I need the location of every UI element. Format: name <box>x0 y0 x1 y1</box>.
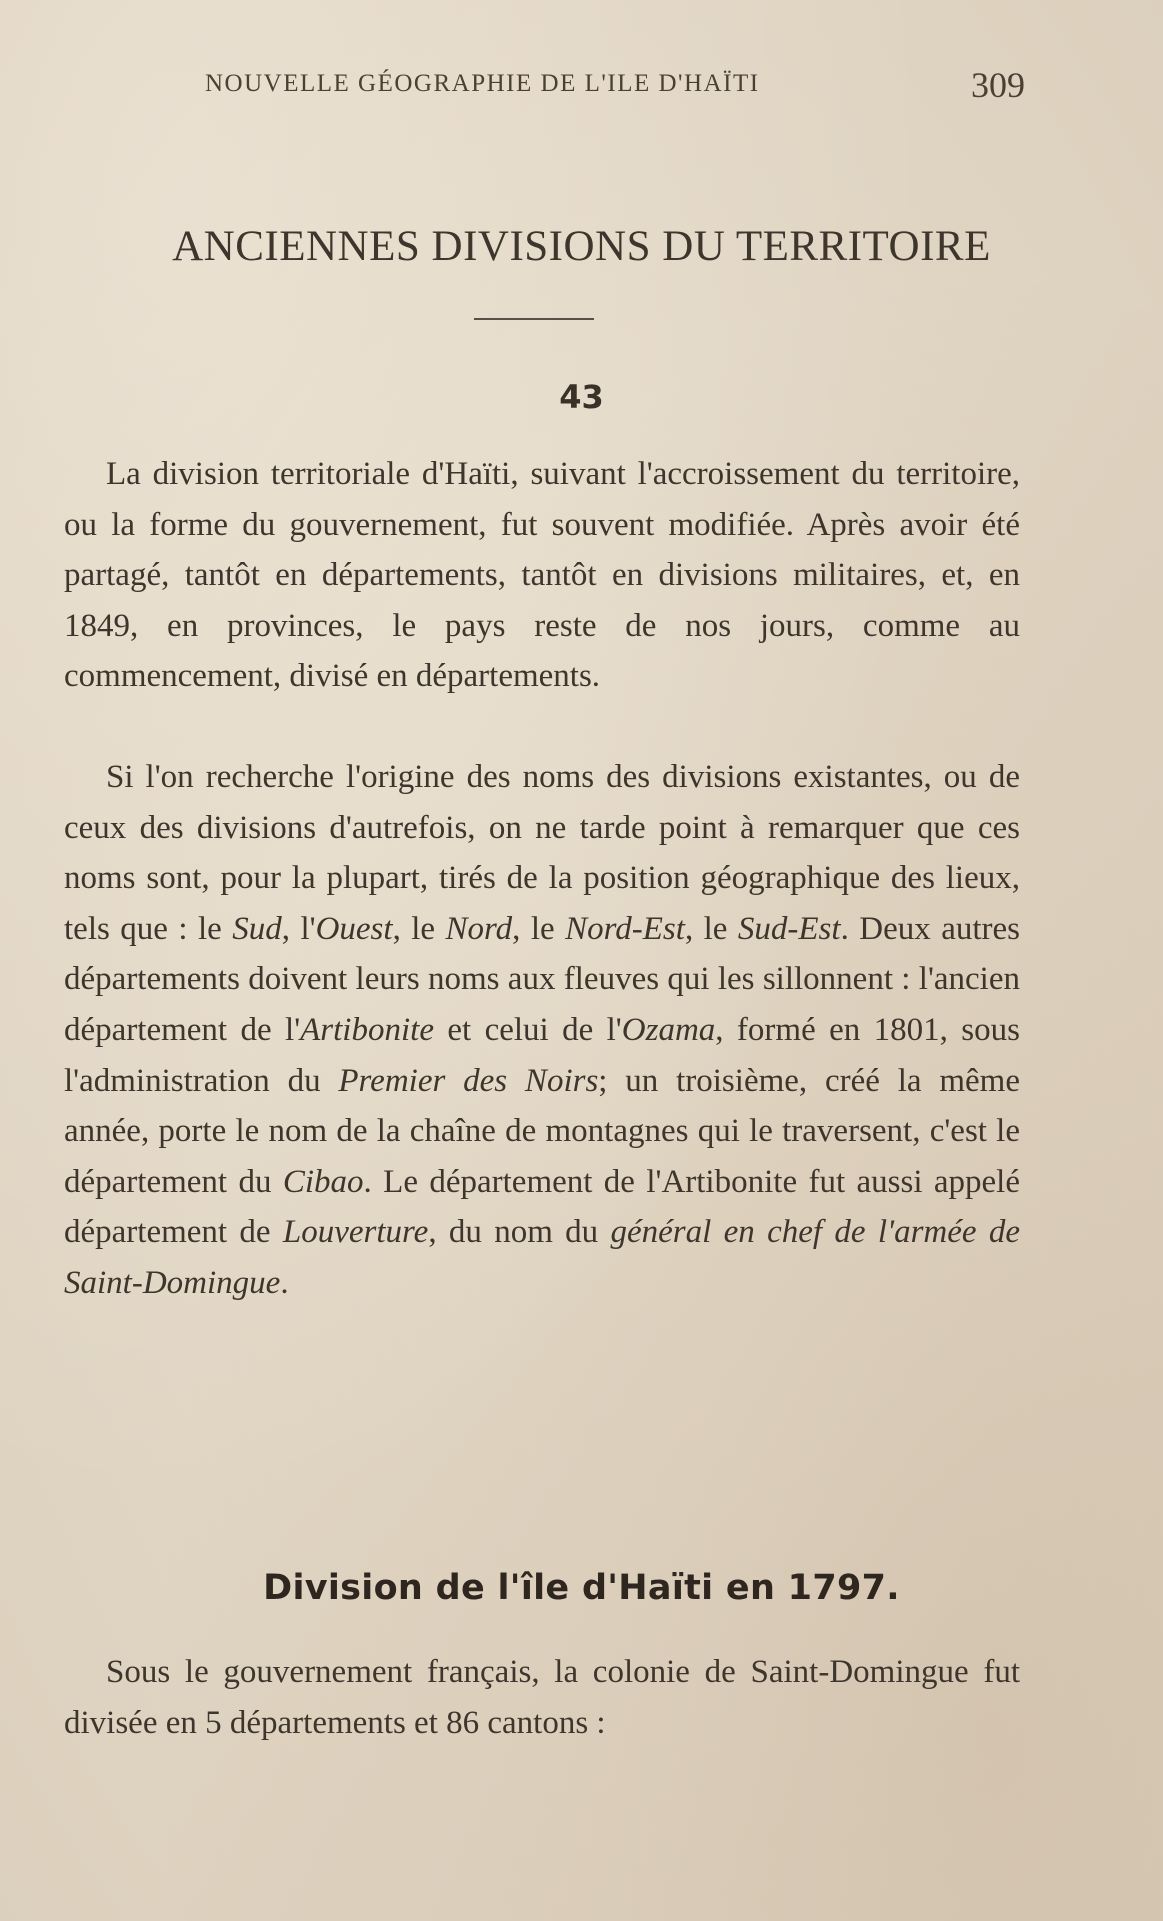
paragraph-number: 43 <box>559 378 604 416</box>
title-divider <box>474 318 594 320</box>
italic-ozama: Ozama <box>621 1011 716 1048</box>
paragraph-1 <box>64 449 1020 702</box>
italic-louverture: Louverture <box>282 1214 429 1251</box>
text-run: . <box>280 1264 289 1301</box>
text-run: Si l'on recherche l'origine des noms des divisions existantes, ou de ceux des divisions d'autrefois, on ne tarde point à remarquer que ces noms sont, pour la plupart, tirés de la position géographique des lieux, tels que : le <box>64 759 1020 947</box>
text-run: , le <box>512 910 566 947</box>
italic-cibao: Cibao <box>282 1163 364 1200</box>
section-title: ANCIENNES DIVISIONS DU TERRITOIRE <box>172 223 991 270</box>
page-number: 309 <box>971 65 1025 105</box>
subsection-title: Division de l'île d'Haïti en 1797. <box>263 1568 900 1608</box>
paragraph-3-text: Sous le gouvernement français, la colonie de Saint-Domingue fut divisée en 5 départements et 86 cantons : <box>64 1654 1020 1741</box>
text-run: . Le département de l'Artibonite fut aussi appelé département de <box>64 1163 1020 1251</box>
italic-premier-des-noirs: Premier des Noirs <box>338 1062 599 1099</box>
running-title: NOUVELLE GÉOGRAPHIE DE L'ILE D'HAÏTI <box>205 70 760 97</box>
text-run: , le <box>684 910 738 947</box>
italic-ouest: Ouest <box>315 910 393 947</box>
text-run: ; un troisième, créé la même année, porte le nom de la chaîne de montagnes qui le traversent, c'est le département du <box>64 1062 1020 1200</box>
italic-sud-est: Sud-Est <box>737 910 841 947</box>
text-run: . Deux autres départements doivent leurs noms aux fleuves qui les sillonnent : l'ancien département de l' <box>64 910 1020 1048</box>
italic-general-en-chef: général en chef de l'armée de Saint-Domingue <box>64 1214 1021 1301</box>
text-run: et celui de l' <box>433 1011 622 1048</box>
italic-artibonite: Artibonite <box>300 1011 434 1048</box>
text-run: , du nom du <box>428 1214 611 1251</box>
paragraph-2-text <box>64 752 1020 1309</box>
text-run: , le <box>392 910 446 947</box>
paragraph-3 <box>64 1647 1020 1748</box>
running-head <box>205 64 1025 110</box>
paragraph-1-text: La division territoriale d'Haïti, suivant l'accroissement du territoire, ou la forme du gouvernement, fut souvent modifiée. Après avoir été partagé, tantôt en départements, tantôt en divisions militaires, et, en 1849, en provinces, le pays reste de nos jours, comme au commencement, divisé en départements. <box>64 456 1020 695</box>
italic-sud: Sud <box>232 910 282 947</box>
italic-nord: Nord <box>445 910 513 947</box>
text-run: , l' <box>281 910 316 947</box>
text-run: , formé en 1801, sous l'administration du <box>64 1011 1020 1099</box>
italic-nord-est: Nord-Est <box>565 910 685 947</box>
paragraph-2 <box>64 752 1020 1309</box>
